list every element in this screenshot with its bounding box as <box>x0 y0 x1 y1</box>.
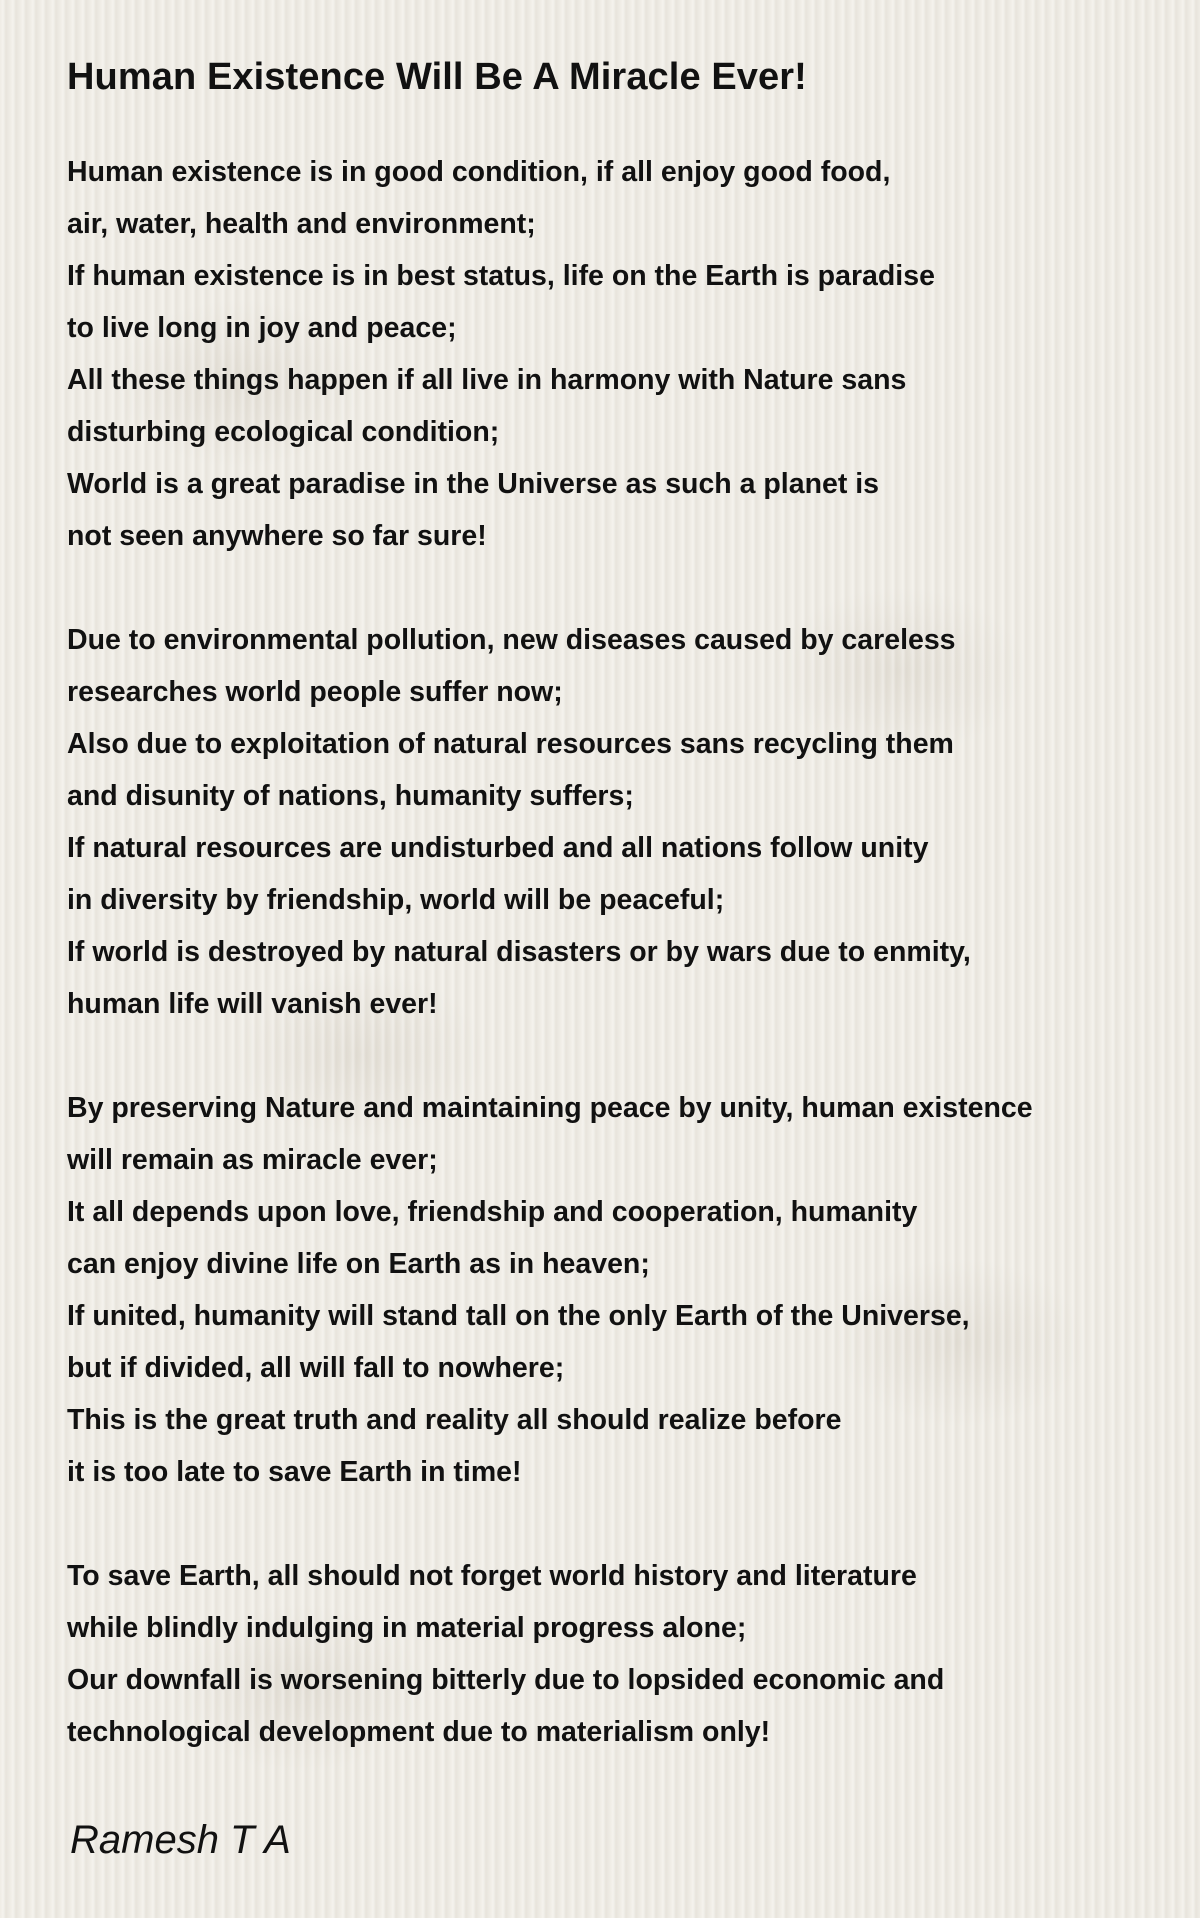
poem-line: All these things happen if all live in harmony with Nature sans <box>67 364 907 396</box>
poem-line: If human existence is in best status, life on the Earth is paradise <box>67 260 935 292</box>
poem-line: To save Earth, all should not forget world history and literature <box>67 1560 917 1592</box>
stanza-4 <box>67 1550 1187 1758</box>
poem-line: not seen anywhere so far sure! <box>67 520 487 552</box>
poem-body <box>67 146 1187 1758</box>
poem-line: technological development due to materialism only! <box>67 1716 771 1748</box>
poem-line: human life will vanish ever! <box>67 988 438 1020</box>
poem-line: It all depends upon love, friendship and cooperation, humanity <box>67 1196 918 1228</box>
poem-line: If united, humanity will stand tall on the only Earth of the Universe, <box>67 1300 970 1332</box>
stanza-2 <box>67 614 1187 1030</box>
poem-line: and disunity of nations, humanity suffers; <box>67 780 634 812</box>
poem-line: This is the great truth and reality all should realize before <box>67 1404 842 1436</box>
stanza-3 <box>67 1082 1187 1498</box>
poem-line: Due to environmental pollution, new diseases caused by careless <box>67 624 956 656</box>
poem-line: If world is destroyed by natural disasters or by wars due to enmity, <box>67 936 971 968</box>
poem-title: Human Existence Will Be A Miracle Ever! <box>67 56 807 98</box>
poem-line: researches world people suffer now; <box>67 676 563 708</box>
poem-line: to live long in joy and peace; <box>67 312 457 344</box>
poem-line: will remain as miracle ever; <box>67 1144 438 1176</box>
poem-line: air, water, health and environment; <box>67 208 536 240</box>
poem-line: By preserving Nature and maintaining peace by unity, human existence <box>67 1092 1033 1124</box>
poem-line: it is too late to save Earth in time! <box>67 1456 522 1488</box>
poem-line: If natural resources are undisturbed and all nations follow unity <box>67 832 929 864</box>
poem-line: but if divided, all will fall to nowhere; <box>67 1352 565 1384</box>
author-signature: Ramesh T A <box>70 1818 291 1862</box>
poem-line: Also due to exploitation of natural resources sans recycling them <box>67 728 954 760</box>
poem-line: World is a great paradise in the Universe as such a planet is <box>67 468 880 500</box>
poem-line: Our downfall is worsening bitterly due to lopsided economic and <box>67 1664 945 1696</box>
poem-line: disturbing ecological condition; <box>67 416 500 448</box>
poem-page <box>67 0 1187 1810</box>
poem-line: in diversity by friendship, world will be peaceful; <box>67 884 725 916</box>
poem-line: can enjoy divine life on Earth as in heaven; <box>67 1248 650 1280</box>
stanza-1 <box>67 146 1187 562</box>
poem-line: while blindly indulging in material progress alone; <box>67 1612 747 1644</box>
poem-line: Human existence is in good condition, if all enjoy good food, <box>67 156 891 188</box>
